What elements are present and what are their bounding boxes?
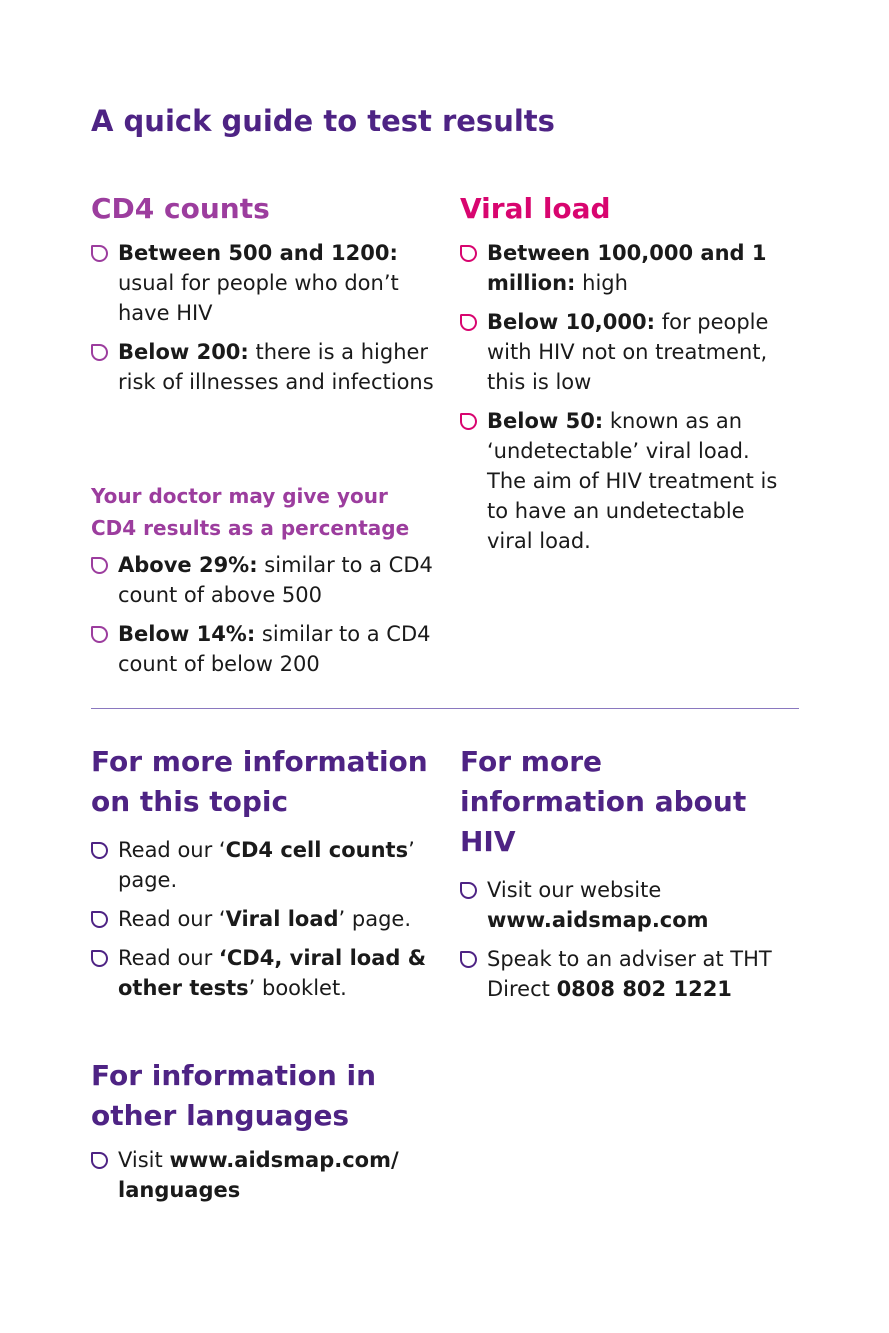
cd4-section (91, 189, 436, 406)
item-text: there is a higher risk of illnesses and infections (118, 340, 434, 394)
list-item (91, 337, 436, 397)
cd4-percentage-list (91, 550, 436, 679)
bullet-icon (460, 314, 477, 331)
list-item (91, 238, 436, 328)
item-text: high (575, 271, 628, 295)
bullet-icon (91, 842, 108, 859)
more-info-hiv-heading: For more information about HIV (460, 745, 747, 858)
bullet-icon (91, 911, 108, 928)
list-item (460, 875, 790, 935)
bullet-icon (460, 882, 477, 899)
item-bold: Below 10,000: (487, 310, 656, 334)
viral-load-heading: Viral load (460, 192, 611, 225)
item-text: Read our ‘ (118, 907, 226, 931)
bullet-icon (91, 950, 108, 967)
languages-section (91, 1056, 436, 1214)
more-info-hiv-section (460, 742, 790, 1013)
item-text: similar to a CD4 count of below 200 (118, 622, 431, 676)
list-item (91, 904, 436, 934)
languages-heading: For information in other languages (91, 1059, 377, 1132)
bullet-icon (91, 557, 108, 574)
languages-link[interactable]: www.aidsmap.com/ languages (118, 1148, 399, 1202)
list-item (460, 406, 790, 556)
item-bold: Below 50: (487, 409, 604, 433)
bullet-icon (91, 1152, 108, 1169)
cd4-list (91, 238, 436, 397)
bullet-icon (460, 951, 477, 968)
booklet-link[interactable]: ‘CD4, viral load & other tests (118, 946, 427, 1000)
viral-load-section (460, 189, 790, 565)
item-text: ’ page. (338, 907, 412, 931)
more-info-topic-heading: For more information on this topic (91, 745, 428, 818)
list-item (91, 619, 436, 679)
item-bold: Above 29%: (118, 553, 258, 577)
more-info-topic-section (91, 742, 436, 1012)
cd4-cell-counts-link[interactable]: CD4 cell counts (225, 838, 409, 862)
item-text: known as an ‘undetectable’ viral load. The aim of HIV treatment is to have an undetectable viral load. (487, 409, 778, 553)
item-bold: Between 100,000 and 1 million: (487, 241, 767, 295)
bullet-icon (91, 245, 108, 262)
section-divider (91, 708, 799, 709)
website-link[interactable]: www.aidsmap.com (487, 908, 709, 932)
list-item (460, 944, 790, 1004)
phone-number[interactable]: 0808 802 1221 (556, 977, 732, 1001)
list-item (91, 835, 436, 895)
list-item (460, 238, 790, 298)
bullet-icon (91, 626, 108, 643)
cd4-percentage-section (91, 480, 436, 688)
viral-load-list (460, 238, 790, 556)
languages-list (91, 1145, 436, 1205)
list-item (460, 307, 790, 397)
bullet-icon (460, 413, 477, 430)
item-text: Visit our website (487, 878, 662, 902)
item-bold: Below 200: (118, 340, 249, 364)
item-bold: Below 14%: (118, 622, 256, 646)
item-text: Read our ‘ (118, 838, 226, 862)
cd4-percentage-heading: Your doctor may give your CD4 results as a percentage (91, 484, 410, 540)
item-text: ’ page. (118, 838, 415, 892)
item-text: Speak to an adviser at THT Direct (487, 947, 772, 1001)
cd4-heading: CD4 counts (91, 192, 270, 225)
bullet-icon (460, 245, 477, 262)
item-text: usual for people who don’t have HIV (118, 271, 399, 325)
item-text: Visit (118, 1148, 170, 1172)
more-info-topic-list (91, 835, 436, 1003)
list-item (91, 1145, 436, 1205)
list-item (91, 550, 436, 610)
more-info-hiv-list (460, 875, 790, 1004)
viral-load-link[interactable]: Viral load (225, 907, 339, 931)
item-text: for people with HIV not on treatment, this is low (487, 310, 769, 394)
bullet-icon (91, 344, 108, 361)
item-text: Read our (118, 946, 219, 970)
list-item (91, 943, 436, 1003)
page-title: A quick guide to test results (91, 104, 555, 138)
item-text: ’ booklet. (248, 976, 347, 1000)
item-text: similar to a CD4 count of above 500 (118, 553, 433, 607)
item-bold: Between 500 and 1200: (118, 241, 398, 265)
